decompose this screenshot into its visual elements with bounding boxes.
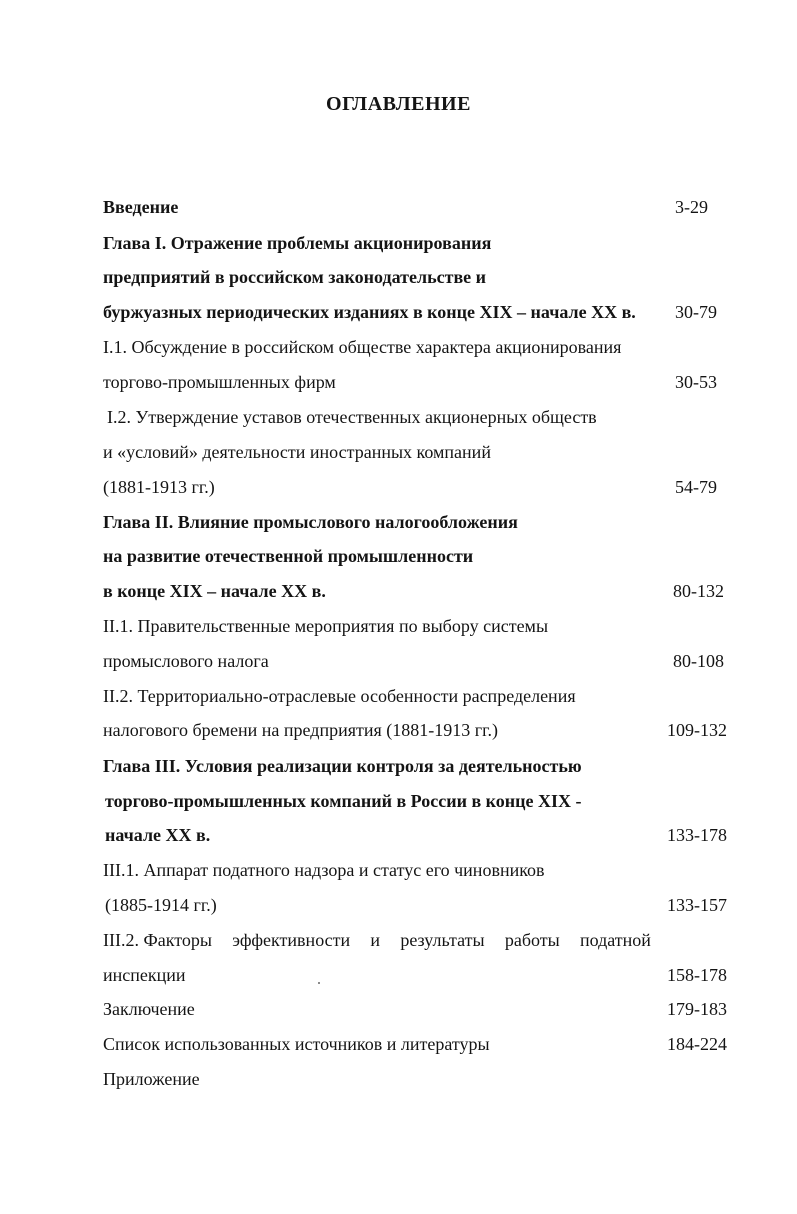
scan-speck xyxy=(318,982,320,984)
toc-section-2-2-line-2: налогового бремени на предприятия (1881-1913 гг.) xyxy=(103,720,499,740)
toc-page-chapter-3: 133-178 xyxy=(667,825,727,845)
toc-page-chapter-1: 30-79 xyxy=(675,302,717,322)
toc-chapter-1-line-1: Глава I. Отражение проблемы акционирования xyxy=(103,233,492,253)
toc-section-3-2-word: эффективности xyxy=(232,930,351,950)
toc-page-section-2-1: 80-108 xyxy=(673,651,724,671)
toc-page-intro: 3-29 xyxy=(675,197,708,217)
toc-section-1-2-line-3: (1881-1913 гг.) xyxy=(103,477,215,497)
toc-chapter-3-line-1: Глава III. Условия реализации контроля за деятельностью xyxy=(103,756,582,776)
toc-section-1-2-line-2: и «условий» деятельности иностранных компаний xyxy=(103,442,491,462)
toc-page-chapter-2: 80-132 xyxy=(673,581,724,601)
toc-section-2-1-line-1: II.1. Правительственные мероприятия по выбору системы xyxy=(103,616,549,636)
toc-page-conclusion: 179-183 xyxy=(667,999,727,1019)
toc-entry-intro: Введение xyxy=(103,197,179,217)
toc-page-section-1-2: 54-79 xyxy=(675,477,717,497)
toc-section-2-2-line-1: II.2. Территориально-отраслевые особенности распределения xyxy=(103,686,576,706)
toc-section-1-2-line-1: I.2. Утверждение уставов отечественных акционерных обществ xyxy=(107,407,597,427)
toc-section-1-1-line-1: I.1. Обсуждение в российском обществе характера акционирования xyxy=(103,337,622,357)
toc-section-2-1-line-2: промыслового налога xyxy=(103,651,269,671)
toc-section-3-2-word: податной xyxy=(580,930,651,950)
toc-entry-conclusion: Заключение xyxy=(103,999,195,1019)
toc-section-3-1-line-1: III.1. Аппарат податного надзора и статус его чиновников xyxy=(103,860,545,880)
toc-section-3-2-word: результаты xyxy=(400,930,485,950)
toc-chapter-1-line-3: буржуазных периодических изданиях в конце XIX – начале XX в. xyxy=(103,302,636,322)
toc-page-sources: 184-224 xyxy=(667,1034,727,1054)
toc-entry-sources: Список использованных источников и литературы xyxy=(103,1034,490,1054)
toc-section-3-2-word: и xyxy=(370,930,381,950)
toc-section-3-1-line-2: (1885-1914 гг.) xyxy=(105,895,217,915)
toc-chapter-2-line-3: в конце XIX – начале XX в. xyxy=(103,581,326,601)
toc-chapter-2-line-1: Глава II. Влияние промыслового налогообложения xyxy=(103,512,518,532)
toc-section-3-2-line-2: инспекции xyxy=(103,965,186,985)
toc-section-3-2-word: III.2. Факторы xyxy=(103,930,212,950)
toc-section-3-2-line-1 xyxy=(103,929,651,951)
toc-page-section-2-2: 109-132 xyxy=(667,720,727,740)
toc-page-section-3-2: 158-178 xyxy=(667,965,727,985)
toc-entry-appendix: Приложение xyxy=(103,1069,200,1089)
toc-section-3-2-word: работы xyxy=(504,930,560,950)
toc-page-section-1-1: 30-53 xyxy=(675,372,717,392)
toc-chapter-3-line-3: начале XX в. xyxy=(105,825,211,845)
page-title: ОГЛАВЛЕНИЕ xyxy=(326,93,471,115)
toc-chapter-1-line-2: предприятий в российском законодательстве и xyxy=(103,267,487,287)
toc-section-1-1-line-2: торгово-промышленных фирм xyxy=(103,372,336,392)
toc-chapter-2-line-2: на развитие отечественной промышленности xyxy=(103,546,474,566)
toc-chapter-3-line-2: торгово-промышленных компаний в России в конце XIX - xyxy=(105,791,582,811)
toc-page-section-3-1: 133-157 xyxy=(667,895,727,915)
